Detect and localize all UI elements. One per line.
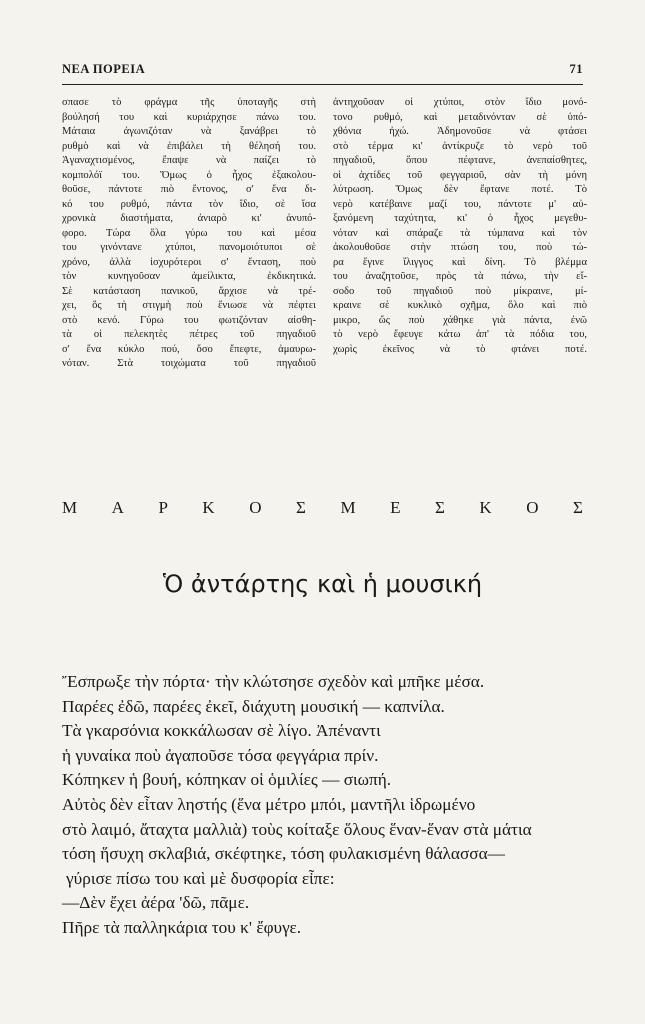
poem-line: τόση ἥσυχη σκλαβιά, σκέφτηκε, τόση φυλακισμένη θάλασσα— xyxy=(62,844,505,864)
author-letter: Μ xyxy=(340,498,356,517)
text-line: κραινε σὲ κυκλικὸ σχῆμα, ὅλο καὶ πιὸ xyxy=(333,300,587,311)
text-line: λύτρωση. Ὅμως δὲν ἔφτανε ποτέ. Τὸ xyxy=(333,184,587,195)
text-line: φορο. Τώρα ὅλα γύρω του καὶ μέσα xyxy=(62,227,316,239)
author-name xyxy=(62,498,583,522)
author-letter: Ε xyxy=(390,498,401,517)
text-line: Σὲ κατάσταση πανικοῦ, ἄρχισε νὰ τρέ- xyxy=(62,285,316,297)
right-column xyxy=(333,96,587,396)
text-line: ρα ἔγινε ἴλιγγος καὶ δίνη. Τὸ βλέμμα xyxy=(333,256,587,268)
text-line: του ἀναζητοῦσε, πρὸς τὰ πάνω, τὴν εἴ- xyxy=(333,271,587,282)
text-line: χωρὶς ἐκεῖνος νὰ τὸ φτάνει ποτέ. xyxy=(333,343,587,355)
text-line: σπασε τὸ φράγμα τῆς ὑποταγῆς στὴ xyxy=(62,97,316,108)
author-letter: Σ xyxy=(296,498,306,517)
author-letter: Σ xyxy=(573,498,583,517)
text-line: τὸν κυνηγοῦσαν ἀμείλικτα, ἐκδικητικά. xyxy=(62,271,316,282)
author-letter: Ο xyxy=(526,498,539,517)
author-letter: Κ xyxy=(202,498,215,517)
text-line: πηγαδιοῦ, ὅπου πέφτανε, ἀνεπαίσθητες, xyxy=(333,155,587,166)
text-line: του γινόντανε χτύποι, πανομοιότυποι σὲ xyxy=(62,242,316,253)
text-line: χρόνο, ἀλλὰ ἰσχυρότεροι σ' ἔνταση, ποὺ xyxy=(62,256,316,268)
text-line: κό του ρυθμό, πάντα τὸν ἴδιο, σὲ ἴσα xyxy=(62,198,316,210)
text-line: νερὸ κατέβαινε μαζί του, πάντοτε μ' αὐ- xyxy=(333,198,587,210)
text-line: Μάταια ἀγωνιζόταν νὰ ξανάβρει τὸ xyxy=(62,126,316,137)
poem-line: ἡ γυναίκα ποὺ ἀγαποῦσε τόσα φεγγάρια πρίν. xyxy=(62,745,379,765)
author-letter: Ο xyxy=(249,498,262,517)
poem-line: γύρισε πίσω του καὶ μὲ δυσφορία εἶπε: xyxy=(66,868,335,888)
text-line: νόταν καὶ σπάραζε τὰ τύμπανα καὶ τὸν xyxy=(333,227,587,239)
prose-columns xyxy=(62,96,587,396)
poem-line: Τὰ γκαρσόνια κοκκάλωσαν σὲ λίγο. Ἀπέναντι xyxy=(62,721,381,741)
poem-line: Κόπηκεν ἡ βουή, κόπηκαν οἱ ὁμιλίες — σιωπή. xyxy=(62,770,392,790)
author-letter: Σ xyxy=(434,498,445,517)
author-letter: Κ xyxy=(479,498,492,517)
text-line: σοδο τοῦ πηγαδιοῦ ποὺ μίκραινε, μί- xyxy=(333,285,587,297)
text-line: Ἀγαναχτισμένος, ἔπαψε νὰ παίζει τὸ xyxy=(62,155,316,166)
page-number: 71 xyxy=(569,62,583,76)
text-line: ρυθμὸ καὶ νὰ ἐπιβάλει τὴ θέλησή του. xyxy=(62,140,316,152)
poem-line: στὸ λαιμό, ἄταχτα μαλλιὰ) τοὺς κοίταξε ὅλους ἕναν-ἕναν στὰ μάτια xyxy=(62,819,532,839)
poem-line: Ἔσπρωξε τὴν πόρτα· τὴν κλώτσησε σχεδὸν καὶ μπῆκε μέσα. xyxy=(62,672,485,691)
text-line: ἀκολουθοῦσε στὴν πτώση του, ποὺ τώ- xyxy=(333,242,587,253)
running-header xyxy=(62,62,583,80)
text-line: κομπολόϊ του. Ὅμως ὁ ἦχος ἐξακολου- xyxy=(62,169,316,181)
left-column xyxy=(62,96,316,396)
poem-line: —Δὲν ἔχει ἀέρα 'δῶ, πᾶμε. xyxy=(62,893,250,913)
author-letter: Μ xyxy=(62,498,78,517)
journal-title: ΝΕΑ ΠΟΡΕΙΑ xyxy=(62,62,146,76)
author-letter: Α xyxy=(111,498,124,517)
author-letter: Ρ xyxy=(158,498,168,517)
text-line: σ' ἕνα κύκλο πού, ὅσο ἔπεφτε, ἀμαυρω- xyxy=(62,343,316,355)
poem-title: Ὁ ἀντάρτης καὶ ἡ μουσική xyxy=(162,570,483,598)
text-line: χθόνια ἠχώ. Ἀδημονοῦσε νὰ φτάσει xyxy=(333,126,587,137)
text-line: νόταν. Στὰ τοιχώματα τοῦ πηγαδιοῦ xyxy=(62,358,316,369)
poem-line: Παρέες ἐδῶ, παρέες ἐκεῖ, διάχυτη μουσική — καπνίλα. xyxy=(62,696,445,716)
text-line: τονο ρυθμό, καὶ μεταδινόνταν σὲ ὑπό- xyxy=(333,111,587,123)
text-line: βούλησή του καὶ κυριάρχησε πάνω του. xyxy=(62,111,316,123)
text-line: ξανόμενη ταχύτητα, κι' ὁ ἦχος μεγεθυ- xyxy=(333,213,587,224)
text-line: μικρο, ὥς ποὺ χάθηκε γιὰ πάντα, ἐνῶ xyxy=(333,314,587,326)
header-rule xyxy=(62,84,583,85)
text-line: χρονικὰ διαστήματα, ἀνιαρὸ κι' ἀνυπό- xyxy=(62,213,316,224)
text-line: χει, ὅς τὴ στιγμὴ ποὺ ἔνιωσε νὰ πέφτει xyxy=(62,300,316,311)
poem-line: Αὐτὸς δὲν εἶταν ληστής (ἕνα μέτρο μπόι, μαντῆλι ἱδρωμένο xyxy=(62,794,476,814)
text-line: τὰ οἱ πελεκητὲς πέτρες τοῦ πηγαδιοῦ xyxy=(62,329,316,340)
poem-line: Πῆρε τὰ παλληκάρια του κ' ἔφυγε. xyxy=(62,917,302,937)
text-line: οἱ ἀχτίδες τοῦ φεγγαριοῦ, σὰν τὴ μόνη xyxy=(333,169,587,181)
text-line: στὸ κενό. Γύρω του φωτιζόνταν αἰσθη- xyxy=(62,314,316,326)
poem-body xyxy=(62,670,602,941)
text-line: ἀντηχοῦσαν οἱ χτύποι, στὸν ἴδιο μονό- xyxy=(333,97,587,108)
text-line: θοῦσε, πάντοτε πιὸ ἔντονος, σ' ἕνα δι- xyxy=(62,184,316,195)
text-line: στὸ τέρμα κι' ἀντίκρυζε τὸ νερὸ τοῦ xyxy=(333,140,587,152)
text-line: τὸ νερὸ ἔφευγε κάτω ἀπ' τὰ πόδια του, xyxy=(333,329,587,340)
